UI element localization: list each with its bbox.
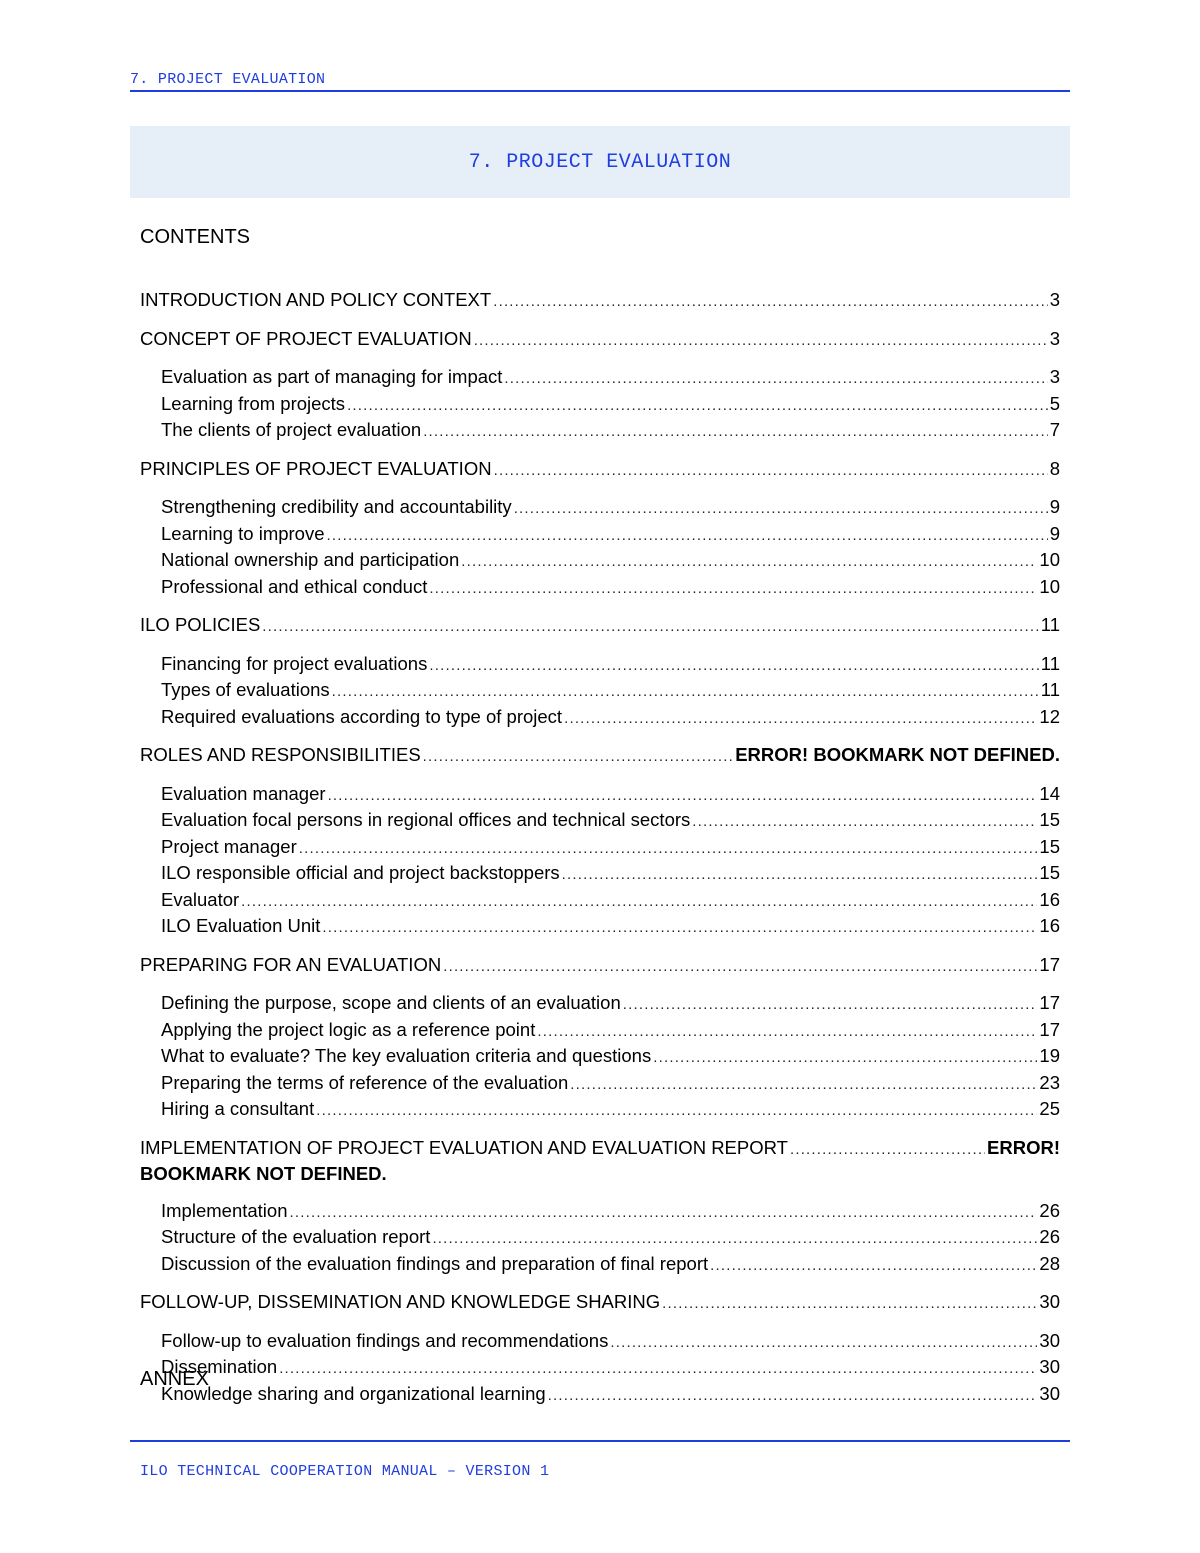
toc-leader	[537, 1020, 1037, 1045]
toc-leader	[461, 550, 1037, 575]
toc-leader	[504, 367, 1047, 392]
toc-leader	[443, 955, 1037, 980]
toc-page-number: 12	[1039, 705, 1060, 727]
toc-subentry[interactable]	[140, 808, 1060, 835]
toc-entry-title: Hiring a consultant	[161, 1098, 315, 1119]
toc-page-number: 30	[1039, 1356, 1060, 1377]
toc-entry-title: Implementation	[161, 1199, 288, 1221]
toc-leader	[494, 459, 1048, 484]
toc-subentry[interactable]	[140, 1329, 1060, 1356]
toc-entry-title: INTRODUCTION AND POLICY CONTEXT	[140, 289, 492, 310]
toc-entry-title: Financing for project evaluations	[161, 652, 428, 674]
toc-leader	[316, 1099, 1037, 1124]
toc-subentry[interactable]	[140, 392, 1060, 419]
toc-entry[interactable]	[140, 743, 1060, 770]
toc-entry-title: ILO POLICIES	[140, 614, 261, 635]
toc-leader	[710, 1254, 1037, 1279]
toc-subentry[interactable]	[140, 548, 1060, 575]
toc-page-number: 9	[1049, 496, 1060, 517]
toc-entry-title: Knowledge sharing and organizational learning	[161, 1382, 546, 1404]
toc-page-number: 25	[1039, 1098, 1060, 1119]
toc-entry-title: What to evaluate? The key evaluation criteria and questions	[161, 1045, 652, 1066]
toc-entry-title: Types of evaluations	[161, 679, 330, 700]
toc-subentry[interactable]	[140, 652, 1060, 679]
contents-heading: CONTENTS	[140, 226, 250, 248]
toc-page-number: 17	[1039, 1018, 1060, 1040]
toc-subentry[interactable]	[140, 522, 1060, 549]
toc-leader	[474, 329, 1048, 354]
toc-subentry[interactable]	[140, 1382, 1060, 1409]
toc-bookmark-error-continued: BOOKMARK NOT DEFINED.	[140, 1163, 387, 1184]
toc-leader	[610, 1331, 1037, 1356]
toc-page-number: 28	[1039, 1252, 1060, 1274]
toc-entry[interactable]	[140, 288, 1060, 315]
toc-leader	[653, 1046, 1037, 1071]
toc-subentry[interactable]	[140, 835, 1060, 862]
toc-entry-title: PREPARING FOR AN EVALUATION	[140, 953, 442, 975]
toc-leader	[570, 1073, 1037, 1098]
toc-page-number: 15	[1039, 862, 1060, 883]
toc-entry-title: Required evaluations according to type of project	[161, 705, 563, 727]
toc-entry-title: National ownership and participation	[161, 549, 460, 570]
toc-leader	[432, 1227, 1037, 1252]
footer-text: ILO TECHNICAL COOPERATION MANUAL – VERSION 1	[140, 1463, 550, 1480]
toc-page-number: 14	[1039, 782, 1060, 804]
toc-leader	[299, 837, 1038, 862]
chapter-title: 7. PROJECT EVALUATION	[468, 150, 732, 174]
toc-leader	[692, 810, 1037, 835]
toc-leader	[623, 993, 1038, 1018]
toc-page-number: 17	[1039, 953, 1060, 975]
toc-entry-title: FOLLOW-UP, DISSEMINATION AND KNOWLEDGE SHARING	[140, 1291, 661, 1312]
toc-leader	[514, 497, 1048, 522]
toc-page-number: 11	[1040, 679, 1060, 700]
toc-subentry[interactable]	[140, 1097, 1060, 1124]
toc-bookmark-error: ERROR! BOOKMARK NOT DEFINED.	[735, 744, 1060, 765]
toc-subentry[interactable]	[140, 1225, 1060, 1252]
toc-subentry[interactable]	[140, 1018, 1060, 1045]
toc-entry-title: Learning from projects	[161, 392, 346, 414]
toc-leader	[262, 615, 1038, 640]
toc-page-number: 9	[1049, 522, 1060, 544]
running-header	[130, 70, 1070, 92]
toc-leader	[241, 890, 1037, 915]
toc-leader	[289, 1201, 1037, 1226]
toc-page-number: 10	[1039, 549, 1060, 570]
toc-entry-title: Learning to improve	[161, 522, 325, 544]
toc-page-number: 26	[1039, 1226, 1060, 1247]
toc-entry-title: Defining the purpose, scope and clients of an evaluation	[161, 992, 621, 1013]
toc-entry-title: Evaluation focal persons in regional offices and technical sectors	[161, 809, 691, 830]
toc-page-number: 16	[1039, 915, 1060, 936]
toc-entry[interactable]	[140, 613, 1060, 640]
toc-entry-title: Structure of the evaluation report	[161, 1226, 431, 1247]
toc-entry-title: Strengthening credibility and accountability	[161, 496, 512, 517]
toc-leader	[662, 1292, 1037, 1317]
toc-page-number: 26	[1039, 1199, 1060, 1221]
footer-rule	[130, 1440, 1070, 1442]
toc-entry-title: ILO Evaluation Unit	[161, 915, 321, 936]
toc-leader	[429, 577, 1037, 602]
toc-entry-title: IMPLEMENTATION OF PROJECT EVALUATION AND EVALUATION REPORT	[140, 1136, 788, 1158]
toc-leader	[562, 863, 1038, 888]
toc-entry-title: Discussion of the evaluation findings and preparation of final report	[161, 1252, 709, 1274]
toc-entry-title: Applying the project logic as a reference point	[161, 1018, 536, 1040]
toc-entry-title: ROLES AND RESPONSIBILITIES	[140, 744, 421, 765]
toc-entry[interactable]	[140, 1136, 1060, 1187]
toc-subentry[interactable]	[140, 1355, 1060, 1382]
toc-leader	[347, 394, 1048, 419]
toc-entry[interactable]	[140, 457, 1060, 484]
toc-entry[interactable]	[140, 953, 1060, 980]
toc-entry[interactable]	[140, 327, 1060, 354]
toc-entry-title: Follow-up to evaluation findings and recommendations	[161, 1329, 609, 1351]
toc-subentry[interactable]	[140, 705, 1060, 732]
chapter-title-band	[130, 126, 1070, 198]
toc-subentry[interactable]	[140, 914, 1060, 941]
toc-subentry[interactable]	[140, 365, 1060, 392]
toc-leader	[493, 290, 1048, 315]
toc-page-number: 15	[1039, 809, 1060, 830]
toc-subentry[interactable]	[140, 782, 1060, 809]
toc-page-number: 8	[1049, 457, 1060, 479]
toc-leader	[548, 1384, 1038, 1409]
toc-page-number: 30	[1039, 1291, 1060, 1312]
toc-subentry[interactable]	[140, 1199, 1060, 1226]
toc-subentry[interactable]	[140, 575, 1060, 602]
toc-bookmark-error: ERROR!	[987, 1136, 1060, 1158]
toc-leader	[322, 916, 1037, 941]
toc-leader	[332, 680, 1039, 705]
toc-entry-title: The clients of project evaluation	[161, 419, 422, 440]
toc-page-number: 11	[1040, 652, 1060, 674]
toc-subentry[interactable]	[140, 418, 1060, 445]
toc-subentry[interactable]	[140, 888, 1060, 915]
toc-entry-title: Project manager	[161, 835, 297, 857]
running-header-title: 7. PROJECT EVALUATION	[130, 71, 326, 88]
toc-leader	[564, 707, 1037, 732]
toc-leader	[279, 1357, 1037, 1382]
toc-leader	[429, 654, 1038, 679]
toc-leader	[423, 420, 1048, 445]
toc-entry-title: CONCEPT OF PROJECT EVALUATION	[140, 327, 472, 349]
annex-heading: ANNEX	[140, 1368, 209, 1390]
toc-page-number: 11	[1040, 614, 1060, 635]
toc-page-number: 3	[1049, 366, 1060, 387]
toc-page-number: 30	[1039, 1329, 1060, 1351]
toc-page-number: 7	[1049, 419, 1060, 440]
toc-page-number: 30	[1039, 1382, 1060, 1404]
table-of-contents	[140, 288, 1060, 1408]
toc-page-number: 23	[1039, 1071, 1060, 1093]
toc-entry-title: PRINCIPLES OF PROJECT EVALUATION	[140, 457, 492, 479]
toc-page-number: 3	[1049, 289, 1060, 310]
toc-subentry[interactable]	[140, 495, 1060, 522]
toc-page-number: 3	[1049, 327, 1060, 349]
toc-page-number: 10	[1039, 575, 1060, 597]
toc-page-number: 17	[1039, 992, 1060, 1013]
toc-entry[interactable]	[140, 1290, 1060, 1317]
toc-page-number: 16	[1039, 888, 1060, 910]
toc-leader	[327, 524, 1048, 549]
toc-page-number: 19	[1039, 1045, 1060, 1066]
toc-entry-title: Preparing the terms of reference of the evaluation	[161, 1071, 569, 1093]
toc-entry-title: Professional and ethical conduct	[161, 575, 428, 597]
toc-entry-title: Evaluation manager	[161, 782, 326, 804]
toc-subentry[interactable]	[140, 1044, 1060, 1071]
toc-leader	[790, 1138, 985, 1163]
toc-subentry[interactable]	[140, 1252, 1060, 1279]
toc-subentry[interactable]	[140, 678, 1060, 705]
toc-subentry[interactable]	[140, 861, 1060, 888]
toc-entry-title: Dissemination	[161, 1356, 278, 1377]
toc-subentry[interactable]	[140, 1071, 1060, 1098]
toc-page-number: 5	[1049, 392, 1060, 414]
toc-leader	[328, 784, 1038, 809]
toc-entry-title: Evaluator	[161, 888, 240, 910]
toc-page-number: 15	[1039, 835, 1060, 857]
toc-subentry[interactable]	[140, 991, 1060, 1018]
toc-entry-title: Evaluation as part of managing for impact	[161, 366, 503, 387]
toc-leader	[423, 745, 734, 770]
toc-entry-title: ILO responsible official and project backstoppers	[161, 862, 560, 883]
